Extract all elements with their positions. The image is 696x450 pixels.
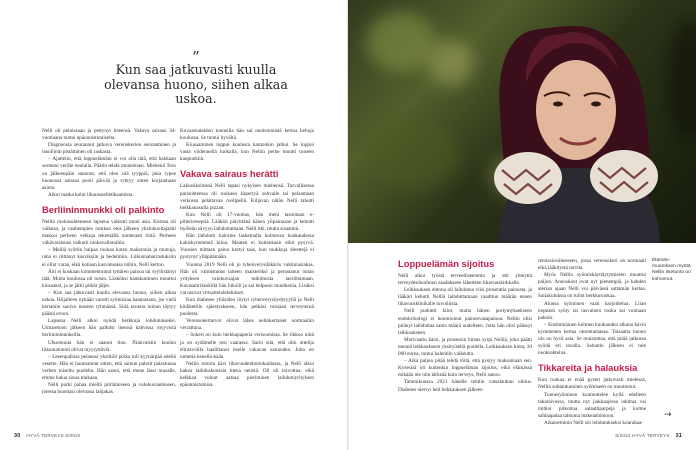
paragraph: Nelli purki pahaa mieltä piirtämiseen ja valokuvaamiseen, jotessa huomasi olevansa lahjakas.: [42, 382, 176, 396]
paragraph: Kiusaaminen loppui koulusta kamonkin jatkui. Se loppui vasta viidennellä luokalla, kun Nellin perhe muutti toiseen kaupunkiin.: [180, 142, 314, 163]
paragraph: Kun ruokaa ei enää pystei jatkuvasti mielessä, Nellin suhtautuminen syömiseen on muuttunut.: [538, 377, 646, 391]
paragraph: Myös Nellin syömiskäyttäytymiseen muuttui paljon. Annoskoot ovat nyt pienempiä, ja kahden alerian ajaan Nelli voi päivässä sattamän kertaa. Saliakuluksia on tullut herkkuruokaa.: [538, 272, 646, 300]
paragraph: Verensokertarvot olivat lähes nelinkertaiset normaaliin verrattuna.: [180, 318, 314, 332]
pull-quote: [96, 48, 296, 107]
paragraph: – Ensimmäinen kolmen kuukauden aikana kävin kymmenen kertaa oksentamassa. Toisaalta huono olo on hyvä asia. Se muistuttaa, että pitää jatkossa syödä eri tavalla. Saluutin jälkeen ei tule nuoksahtelua.: [538, 321, 646, 357]
footer-right: [615, 433, 682, 439]
paragraph: Motivaatio kärsi, ja prosessin hitaus syrpi Nelliä, joka päätti mennä leikkaukseen yksityiseltä puolella. Leikkauksen hinta, 10 000 euroa, tuntui kalentiin vaikeutta.: [398, 336, 532, 358]
left-column-1: [42, 128, 176, 396]
paragraph: Tammikuussa 2021 hänelle tehtiin vatsalaukun ohitus. Diabetes ulerryi heti leikkauksen jälkeen: [398, 379, 532, 393]
paragraph: Ulkomuuta hän ei saanut tiuu. Päänvaistin koulun liikuntatunnit olivat niyyryttäviä.: [42, 339, 176, 353]
paragraph: – Kun saa jatkuvasti kuulla olevansa huono, siihen alkaa uskoa. Hiljalleen nykään varotti syömisiaa haaurasana, jos vielä kertaniin sanivo inosten ryhmässä. Siitä tavasta minun täytyy päästä eroon.: [42, 289, 176, 318]
subheading: Tikkareita ja halauksia: [538, 362, 638, 374]
portrait-photo: [348, 0, 696, 243]
paragraph: remissioväheeseen, jossa verensokeri on normaali eikä lääkitystä tarvita.: [538, 258, 646, 272]
paragraph: Lakiosiksimesä Nelli tapasi nykyisen miehensä. Turvallisessa parisuhteessa oli ruokaea käpertyä sohvalle tai pelaamaan verkossa pelattavaa roolipeliä. Kiljavan nälän Nelli tahutti heikkanasulla pizzan.: [180, 183, 314, 211]
page-number: 31: [675, 433, 682, 439]
quote-mark-icon: ”: [192, 48, 200, 66]
paragraph: Tunnesyöminen kuumottelee kyllä edelleen takaraivossa, mutta nyt jiakkaajessa odottaa vai mitkoi pilkottua salaattiparpeja ja kolme sahlaapalaa tahtuma makeanhimoon.: [538, 391, 646, 419]
paragraph: Kun Nelli oli 17-vuotias, hän meni tasmitaan e-pillerireseptiä. Lääkäri päivittänä hänen ylipainoaan ja kehotti ttyöleän sävyyn laihduttamaan. Nelli itki, mutta sisaantui.: [180, 211, 314, 233]
right-column-2: [538, 258, 646, 427]
magazine-label: 6/2022 HYVÄ TERVEYS: [615, 433, 670, 438]
subheading: Berliininmunkki oli palkinto: [42, 203, 165, 215]
paragraph: Nelli oli peloissaan ja pettynyt itseensä. Vakava sairaus 34-vuotiaana tuntui epäonnistumiselta.: [42, 128, 176, 142]
paragraph: – Meillä syötiin halpaa ruokaa kuten makaronia ja munuja, raha ei riittänyt kasviksiin ja hedelmiin. Liikunnaharrastuksiin ei ollut varaa, eikä kotiaan kasvatusasa niihin, Nelli kertoo.: [42, 247, 176, 268]
paragraph: – Ajattelin, että loppuelämäni ei voi olla tätä, että hakkaan sormeni verille neulalla. Päätin tehdä muutoksen. Miehenii Tero on jälkeenpäin sanonut, että olen sitä tyyppiä, joka rypee huonossa asiassa puoli päivää ja ryhtyy sitten korjaamaan asiota.: [42, 156, 176, 191]
paragraph: Aluosa syöminen vaati harjoittelua. Liian nopeasti syöty tai rasvainen ruoka sai voimaan pahoin.: [538, 300, 646, 321]
paragraph: Nellin tutoria kävi lihavuudenhoitokaidossa, ja Nelli alkoi hakea laihduskonssia ittesa netistä. Oli oli toivottua, eikä kelkkaa voinut aatsaa pieriminen laihdutuyrityksen epäonnistumisa.: [180, 360, 314, 389]
paragraph: Äiti ei koskaan kommentoinut tyttären painoa tai syyllistänyt tätä. Muita koulussa oli toisin. Läsköksi haukkuminen muuttui kiusaaksi, ja se jättii pitkät jäljet.: [42, 268, 176, 289]
paragraph: Aikaisemmin Nelli söi lohdutukseksi kourakaa-: [544, 419, 644, 426]
paragraph: Leikkauksen ehtona oli laihdutua viisi prosenttia painosta, ja lääkäri kehotti Nelliä laihduttamaan vaaditun määrän ennen lihavuusklinikalle tuvoiliista.: [398, 287, 532, 308]
pull-quote-text: Kun saa jatkuvasti kuulla olevansa huono, siihen alkaa uskoa.: [104, 62, 288, 107]
right-column-1: [398, 258, 532, 394]
paragraph: – Leeenpallosa pelaessa yksiltöit poika tuli kyynärpää edellä vesette. Hän ei huomannut sitten, että sainun palotit palastunaa verben toiseltu puolelta. Hän sanoi, että mene lässi musalle, emme halua sinua mukaan.: [42, 353, 176, 381]
paragraph: – Sokeri on kuin hiekkapaperia verisuonissa. Se rikkoo niitä ja on sydämelle tosi vaarassa. Sarin sitä, että olin ottelija elintavoilla haaliltanut itselle vakavan sairauden. Joita on nimetiä kenellä-kään.: [180, 332, 314, 360]
left-column-2: [180, 128, 314, 389]
paragraph: Kuvaamataidon tunneilla hän sai onnistumistä kertoa kehuja koulussa. Se tuntui hyvältä.: [180, 128, 314, 142]
photo-caption: Elämän-muutoksen myötä Nellin itsetunto on kohonnut.: [652, 258, 691, 282]
footer-left: [14, 433, 81, 439]
paragraph: Alkoi matka kohti liharasuelletlkaamista.: [48, 191, 134, 198]
paragraph: Kun diabeses ylläzideo löytyi tyhenverysöydytyyllä ja Nelli kiidätettiin sjäestyskseen, hän pelkäsi toisiaan terveytensä puolesta.: [180, 296, 314, 318]
paragraph: Diagnoosia seurannut jatkuva verenokerien seuraaminen ja insuliinin pistäminen oli raskasta.: [42, 142, 176, 156]
paragraph: – Aika paljon pitää tehdä töitä, että pystyy maksamaan sen. Kysesisä oli kuitenkin loppuelämän sijoitus, eikä elämässä mikään ole niin tärkeää kuin terveys, Nelli sanoo.: [398, 358, 532, 379]
person-illustration: [348, 0, 696, 243]
page-number: 30: [14, 433, 21, 439]
paragraph: Nellin ruokasuhteeseen lapsena vaikutti moni asia. Kotona oli vaikeaa, ja vanhempien ramkan etos jälkeen yksinhuoltajaäiti maksoi perheen velkoja tekemällä uunterasti töitä. Perheen vähävaraisuus vaikutti ruokavalintoihin.: [42, 218, 176, 247]
magazine-label: HYVÄ TERVEYS 6/2022: [26, 433, 81, 438]
subheading: Vakava sairaus herätti: [180, 168, 279, 180]
paragraph: Hän laihdutti kaloriea laskemalla kolmessa kuukaudessa kakiskymmentä kiloa. Maaten ei kuitenkaan ollut pysyvä. Vuosien mittaan paino kertyi taas, kun tuukkoja dieettejä ei pystynyt ylläpitämään.: [180, 233, 314, 261]
paragraph: Nelli alkoi työstä terveelliseenmin ja otti yhteyttä terveydenhuoltoon saadakseen lähetteen lihavuuskirkkalle.: [398, 273, 532, 287]
paragraph: Lapsena Nelli alkoi nyödä herkkuja lohdutukseksi. Uimaretoon jälkeen hän palkitsi itsensä kahvissa myyvistä berliininmunkeilla.: [42, 318, 176, 339]
subheading: Loppuelämän sijoitus: [398, 258, 495, 269]
paragraph: Vuonna 2019 Nelli oli jo tyhenverysiläkärin vakituiasiakas. Hän oli valmistunut taiteen maisteriksi ja perustanut oman yrityksen valokuvaajan tutkimusta taeriittamaan. Kavasaiirikeskiltä hän hikoili ja sai helpossi muotkenia. Lisäksi vaivasivat virtsatietulehdukset.: [180, 261, 314, 296]
paragraph: Nelli puduttti kilot, mutta hänen portymyksekseen endokrinologi ei huomioinut painonvasapainoa. Nellin olisi pitänyt laihduttaa sama määrä uudelleen. Jotta hän olisi päässyt leikkaukseen.: [398, 308, 532, 336]
continue-arrow-icon: →: [664, 410, 672, 420]
